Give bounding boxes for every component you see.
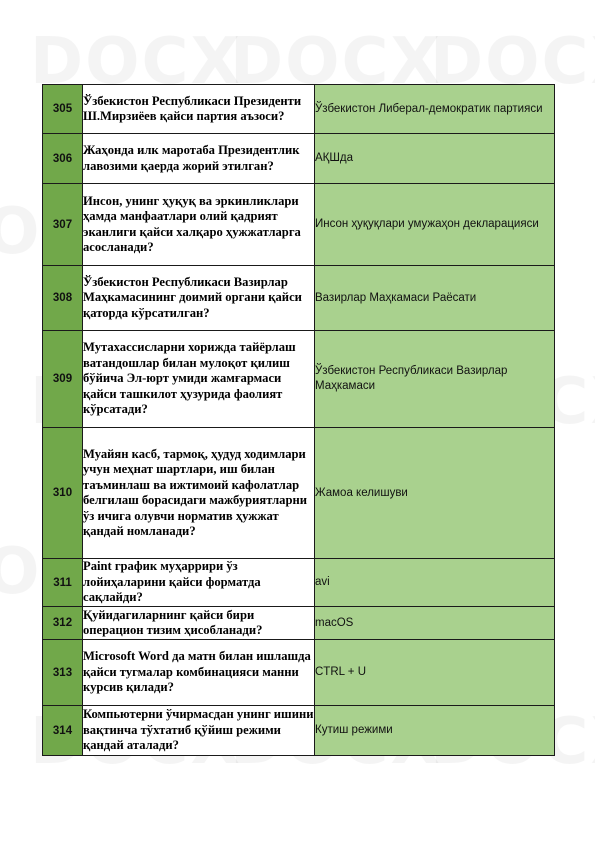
question-cell: Жаҳонда илк маротаба Президентлик лавозими қаерда жорий этилган? <box>83 134 315 184</box>
qa-table <box>42 84 555 756</box>
answer-cell: Ўзбекистон Либерал-демократик партияси <box>315 85 555 134</box>
table-row <box>43 706 555 756</box>
answer-cell: Вазирлар Маҳкамаси Раёсати <box>315 266 555 331</box>
row-number: 307 <box>43 184 83 266</box>
row-number: 314 <box>43 706 83 756</box>
question-cell: Microsoft Word да матн билан ишлашда қайси тугмалар комбинацияси манни курсив қилади? <box>83 640 315 706</box>
question-cell: Мутахассисларни хорижда тайёрлаш ватандошлар билан мулоқот қилиш бўйича Эл-юрт умиди жамғармаси қайси ташкилот ҳузурида фаолият кўрсатади? <box>83 331 315 428</box>
answer-cell: macOS <box>315 607 555 640</box>
row-number: 312 <box>43 607 83 640</box>
table-row <box>43 331 555 428</box>
question-cell: Инсон, унинг ҳуқуқ ва эркинликлари ҳамда манфаатлари олий қадрият эканлиги қайси халқаро ҳужжатларга асосланади? <box>83 184 315 266</box>
row-number: 311 <box>43 559 83 607</box>
question-cell: Paint график муҳаррири ўз лойиҳаларини қайси форматда сақлайди? <box>83 559 315 607</box>
row-number: 310 <box>43 428 83 559</box>
answer-cell: avi <box>315 559 555 607</box>
question-cell: Қуйидагиларнинг қайси бири операцион тизим ҳисобланади? <box>83 607 315 640</box>
question-cell: Компьютерни ўчирмасдан унинг ишини вақтинча тўхтатиб қўйиш режими қандай аталади? <box>83 706 315 756</box>
table-row <box>43 266 555 331</box>
table-row <box>43 559 555 607</box>
question-cell: Муайян касб, тармоқ, ҳудуд ходимлари учун меҳнат шартлари, иш билан таъминлаш ва ижтимоий кафолатлар белгилаш борасидаги мажбуриятларни ўз ичига олувчи норматив ҳужжат қандай номланади? <box>83 428 315 559</box>
answer-cell: Инсон ҳуқуқлари умужаҳон декларацияси <box>315 184 555 266</box>
question-cell: Ўзбекистон Республикаси Президенти Ш.Мирзиёев қайси партия аъзоси? <box>83 85 315 134</box>
question-cell: Ўзбекистон Республикаси Вазирлар Маҳкамасининг доимий органи қайси қаторда кўрсатилган? <box>83 266 315 331</box>
table-row <box>43 85 555 134</box>
table-row <box>43 134 555 184</box>
answer-cell: АҚШда <box>315 134 555 184</box>
answer-cell: Жамоа келишуви <box>315 428 555 559</box>
row-number: 305 <box>43 85 83 134</box>
row-number: 308 <box>43 266 83 331</box>
table-row <box>43 184 555 266</box>
table-row <box>43 607 555 640</box>
row-number: 313 <box>43 640 83 706</box>
answer-cell: Кутиш режими <box>315 706 555 756</box>
row-number: 306 <box>43 134 83 184</box>
answer-cell: CTRL + U <box>315 640 555 706</box>
table-row <box>43 428 555 559</box>
table-row <box>43 640 555 706</box>
row-number: 309 <box>43 331 83 428</box>
answer-cell: Ўзбекистон Республикаси Вазирлар Маҳкамаси <box>315 331 555 428</box>
